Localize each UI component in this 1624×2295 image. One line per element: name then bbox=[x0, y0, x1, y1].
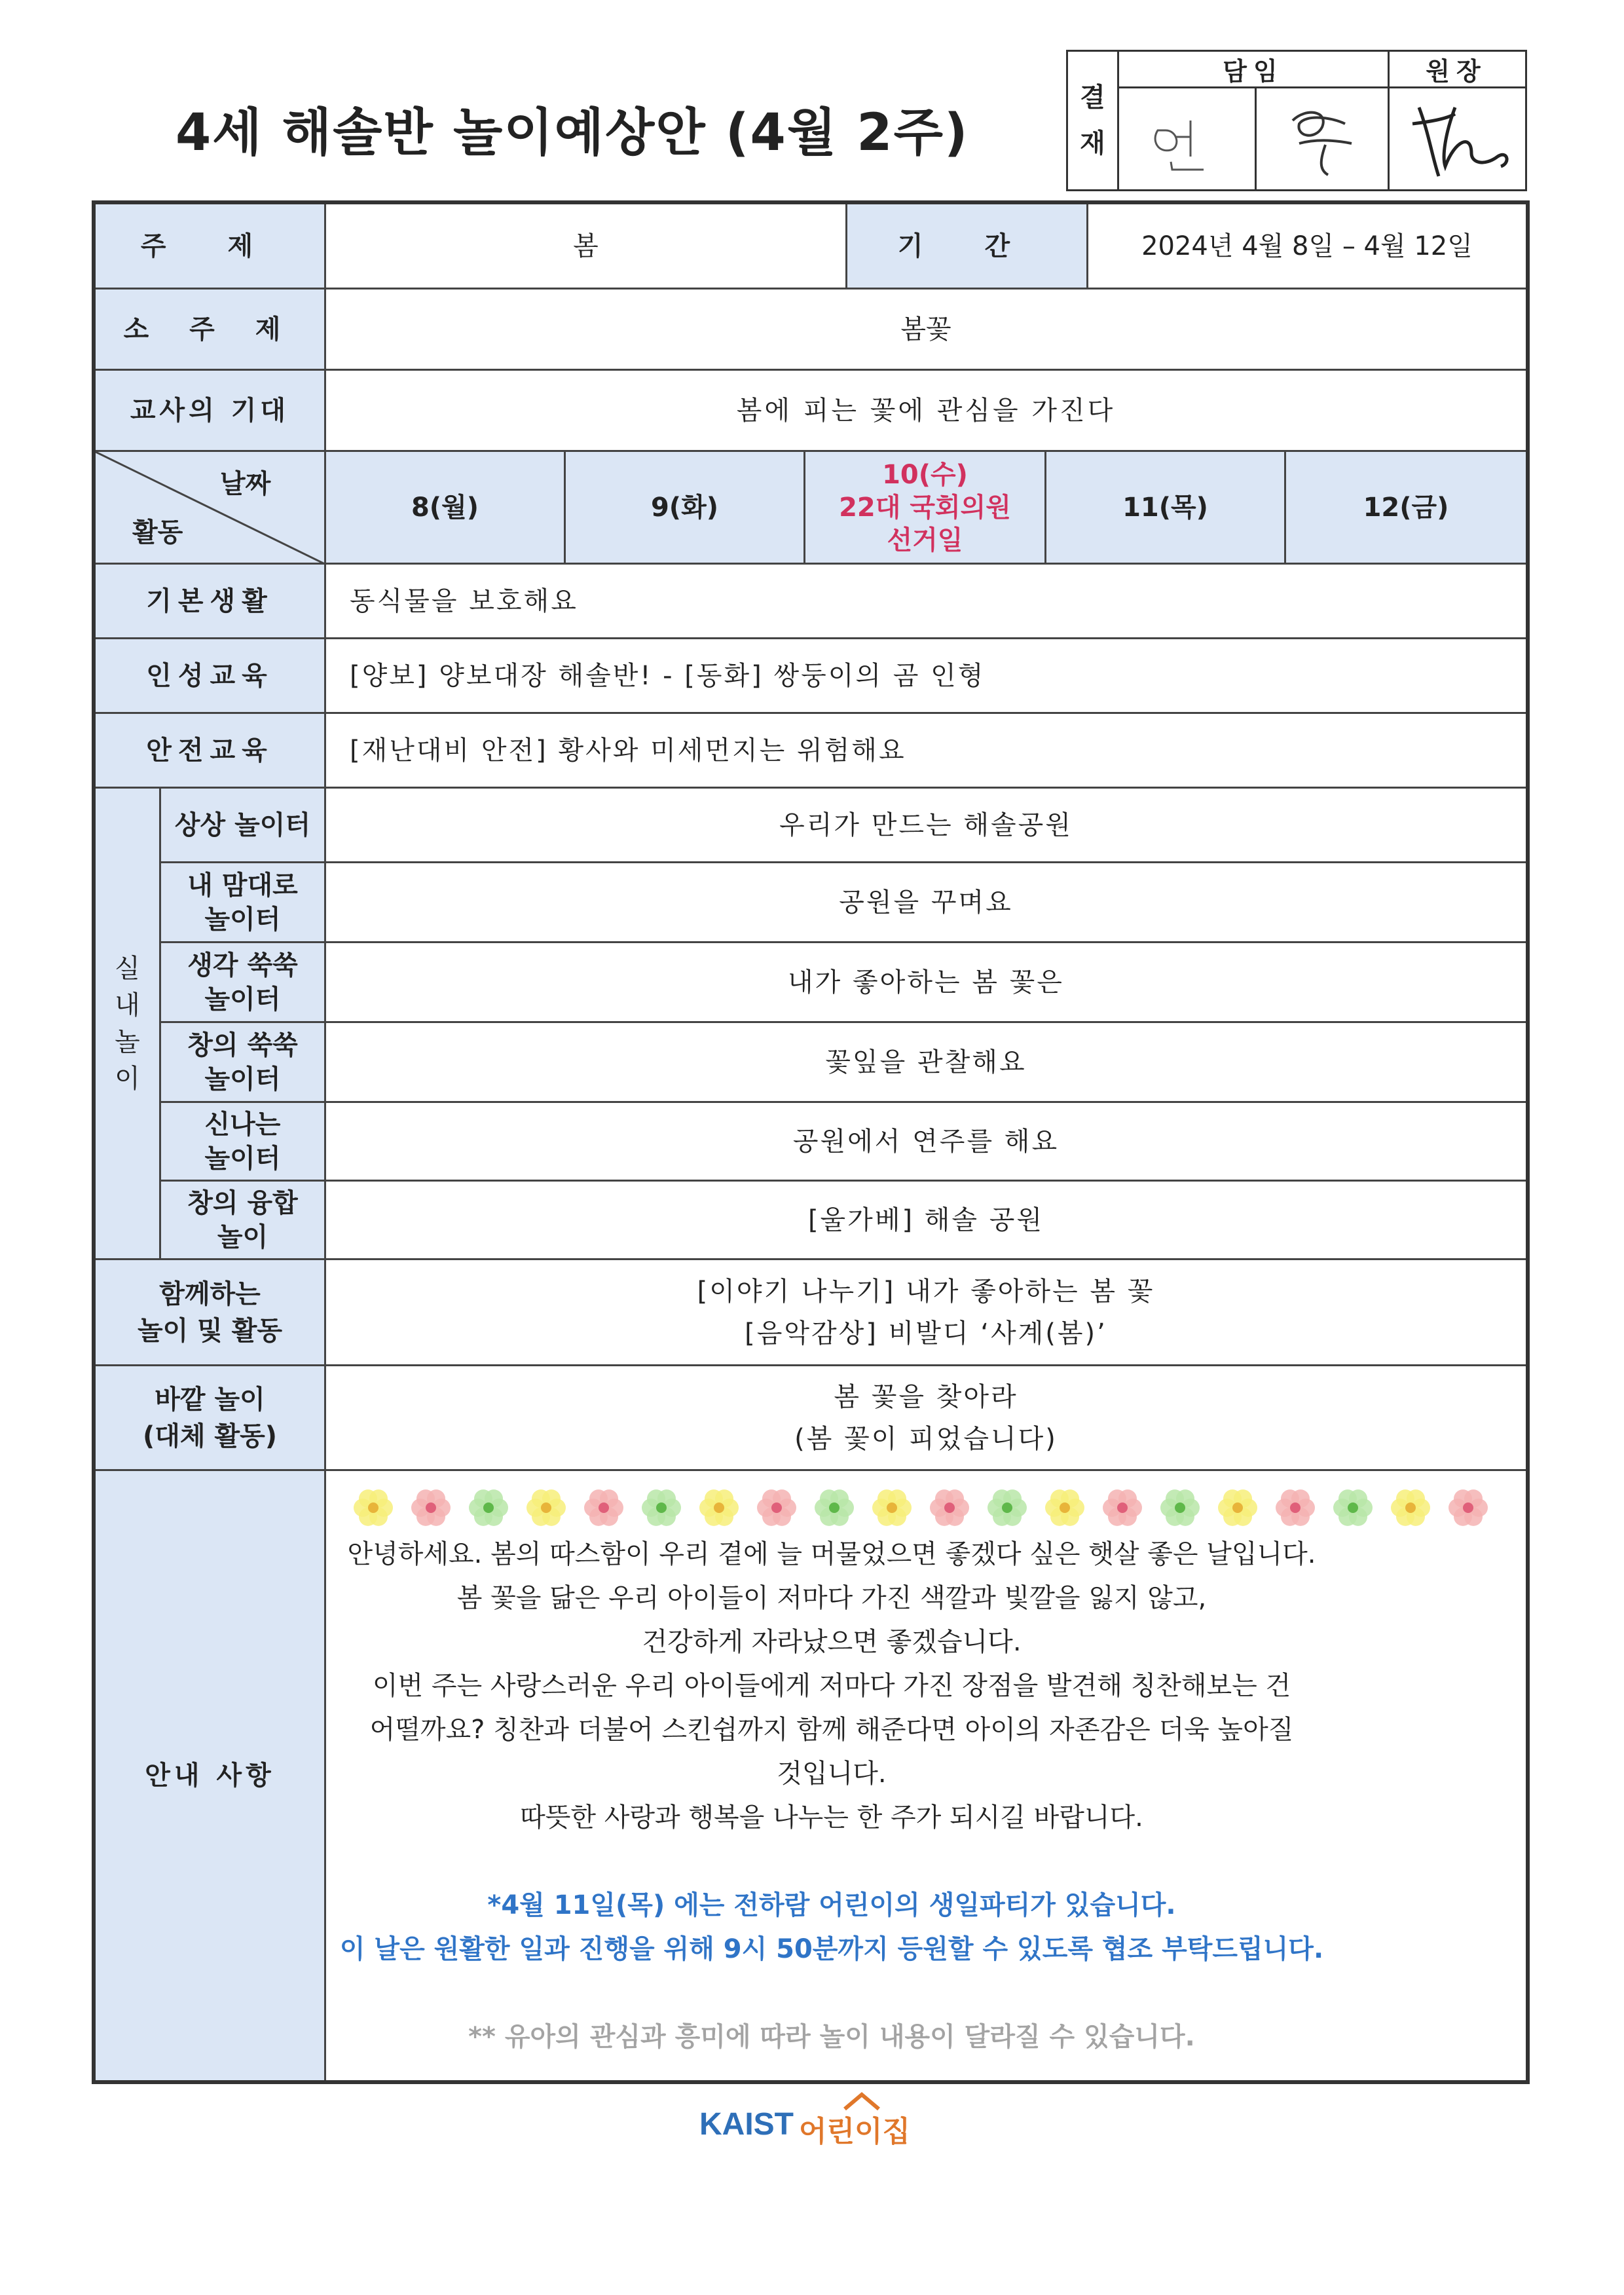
indoor-label-5 bbox=[161, 1103, 326, 1182]
indoor-char-4: 이 bbox=[115, 1063, 140, 1094]
notice-line-1: 안녕하세요. 봄의 따스함이 우리 곁에 늘 머물었으면 좋겠다 싶은 햇살 좋은 날입니다. bbox=[347, 1539, 1316, 1569]
day-thu: 11(목) bbox=[1046, 452, 1286, 565]
approval-label-bottom: 재 bbox=[1080, 128, 1105, 159]
outdoor-line-1: 봄 꽃을 찾아라 bbox=[834, 1381, 1018, 1412]
indoor-label-3b: 놀이터 bbox=[204, 984, 281, 1015]
day-mon: 8(월) bbox=[326, 452, 566, 565]
indoor-label-6b: 놀이 bbox=[217, 1222, 268, 1252]
signature-mark bbox=[1138, 104, 1236, 176]
flower-icon bbox=[1391, 1489, 1430, 1526]
outdoor-label-2: (대체 활동) bbox=[142, 1421, 278, 1451]
period-value: 2024년 4월 8일 – 4월 12일 bbox=[1088, 204, 1526, 289]
director-signature bbox=[1390, 88, 1527, 191]
flower-decoration-row bbox=[347, 1482, 1526, 1534]
holiday-line2: 선거일 bbox=[887, 525, 963, 555]
safety-edu-label: 안전교육 bbox=[96, 714, 326, 789]
date-label: 날짜 bbox=[220, 469, 271, 499]
approval-label bbox=[1068, 52, 1119, 189]
indoor-label-6 bbox=[161, 1182, 326, 1260]
notice-arrival: 이 날은 원활한 일과 진행을 위해 9시 50분까지 등원할 수 있도록 협조 부탁드립니다. bbox=[339, 1934, 1324, 1964]
date-activity-corner bbox=[96, 452, 326, 565]
indoor-char-2: 내 bbox=[115, 990, 140, 1020]
indoor-value-3: 내가 좋아하는 봄 꽃은 bbox=[326, 943, 1526, 1023]
notice-line-2: 봄 꽃을 닮은 우리 아이들이 저마다 가진 색깔과 빛깔을 잃지 않고, bbox=[456, 1583, 1207, 1613]
indoor-value-6: [울가베] 해솔 공원 bbox=[326, 1182, 1526, 1260]
flower-icon bbox=[987, 1489, 1027, 1526]
outdoor-value bbox=[326, 1366, 1526, 1471]
flower-icon bbox=[354, 1489, 393, 1526]
teacher-signature-2 bbox=[1257, 88, 1388, 191]
approval-director-header: 원장 bbox=[1388, 52, 1525, 88]
flower-icon bbox=[1218, 1489, 1257, 1526]
period-label: 기 간 bbox=[847, 204, 1088, 289]
notice-label: 안내 사항 bbox=[96, 1471, 326, 2080]
flower-icon bbox=[1449, 1489, 1488, 1526]
flower-icon bbox=[757, 1489, 796, 1526]
subtheme-label: 소 주 제 bbox=[96, 289, 326, 371]
indoor-label-2a: 내 맘대로 bbox=[187, 870, 298, 901]
notice-disclaimer: ** 유아의 관심과 흥미에 따라 놀이 내용이 달라질 수 있습니다. bbox=[468, 2022, 1195, 2052]
theme-value: 봄 bbox=[326, 204, 847, 289]
notice-text bbox=[229, 1533, 1434, 2059]
indoor-char-1: 실 bbox=[115, 953, 140, 984]
flower-icon bbox=[526, 1489, 566, 1526]
indoor-label-5b: 놀이터 bbox=[204, 1143, 281, 1174]
day-wed-date: 10(수) bbox=[882, 459, 968, 490]
together-label bbox=[96, 1260, 326, 1366]
flower-icon bbox=[872, 1489, 912, 1526]
holiday-line1: 22대 국회의원 bbox=[839, 492, 1011, 523]
indoor-label-4a: 창의 쑥쑥 bbox=[187, 1030, 298, 1060]
flower-icon bbox=[1276, 1489, 1315, 1526]
outdoor-label-1: 바깥 놀이 bbox=[155, 1384, 265, 1415]
indoor-play-group-label bbox=[96, 789, 161, 1260]
notice-line-7: 따뜻한 사랑과 행복을 나누는 한 주가 되시길 바랍니다. bbox=[520, 1802, 1143, 1833]
day-fri: 12(금) bbox=[1286, 452, 1526, 565]
together-value bbox=[326, 1260, 1526, 1366]
day-wed bbox=[805, 452, 1046, 565]
flower-icon bbox=[1103, 1489, 1142, 1526]
indoor-value-2: 공원을 꾸며요 bbox=[326, 863, 1526, 943]
indoor-char-3: 놀 bbox=[115, 1026, 140, 1057]
indoor-label-3a: 생각 쑥쑥 bbox=[187, 950, 298, 980]
flower-icon bbox=[469, 1489, 508, 1526]
flower-icon bbox=[584, 1489, 623, 1526]
subtheme-value: 봄꽃 bbox=[326, 289, 1526, 371]
roof-icon bbox=[842, 2092, 881, 2112]
notice-line-6: 것입니다. bbox=[777, 1759, 887, 1789]
indoor-label-1: 상상 놀이터 bbox=[161, 789, 326, 863]
approval-label-top: 결 bbox=[1080, 83, 1105, 113]
flower-icon bbox=[1160, 1489, 1200, 1526]
flower-icon bbox=[1045, 1489, 1084, 1526]
notice-line-4: 이번 주는 사랑스러운 우리 아이들에게 저마다 가진 장점을 발견해 칭찬해보는 건 bbox=[372, 1671, 1291, 1701]
notice-line-5: 어떨까요? 칭찬과 더불어 스킨쉽까지 함께 해준다면 아이의 자존감은 더욱 높아질 bbox=[369, 1715, 1294, 1745]
kaist-daycare-logo bbox=[699, 2101, 922, 2147]
teacher-expectation-label: 교사의 기대 bbox=[96, 371, 326, 452]
theme-label: 주 제 bbox=[96, 204, 326, 289]
character-edu-value: [양보] 양보대장 해솔반! - [동화] 쌍둥이의 곰 인형 bbox=[326, 639, 1526, 714]
approval-box bbox=[1066, 50, 1527, 191]
indoor-value-4: 꽃잎을 관찰해요 bbox=[326, 1023, 1526, 1103]
indoor-label-3 bbox=[161, 943, 326, 1023]
approval-teacher-header: 담임 bbox=[1119, 52, 1388, 88]
indoor-label-2b: 놀이터 bbox=[204, 904, 281, 935]
flower-icon bbox=[815, 1489, 854, 1526]
day-tue: 9(화) bbox=[566, 452, 805, 565]
diagonal-divider bbox=[96, 452, 326, 565]
flower-icon bbox=[1333, 1489, 1373, 1526]
safety-edu-value: [재난대비 안전] 황사와 미세먼지는 위험해요 bbox=[326, 714, 1526, 789]
basic-life-value: 동식물을 보호해요 bbox=[326, 565, 1526, 639]
flower-icon bbox=[699, 1489, 739, 1526]
indoor-value-1: 우리가 만드는 해솔공원 bbox=[326, 789, 1526, 863]
indoor-label-4b: 놀이터 bbox=[204, 1064, 281, 1094]
outdoor-label bbox=[96, 1366, 326, 1471]
teacher-signature-1 bbox=[1119, 88, 1255, 191]
notice-birthday: *4월 11일(목) 에는 전하람 어린이의 생일파티가 있습니다. bbox=[487, 1890, 1176, 1920]
indoor-label-4 bbox=[161, 1023, 326, 1103]
logo-kaist: KAIST bbox=[699, 2107, 794, 2142]
flower-icon bbox=[411, 1489, 451, 1526]
indoor-label-2 bbox=[161, 863, 326, 943]
outdoor-line-2: (봄 꽃이 피었습니다) bbox=[794, 1423, 1058, 1454]
indoor-label-6a: 창의 융합 bbox=[187, 1187, 298, 1218]
together-line-2: [음악감상] 비발디 ‘사계(봄)’ bbox=[745, 1318, 1107, 1349]
together-line-1: [이야기 나누기] 내가 좋아하는 봄 꽃 bbox=[697, 1276, 1155, 1307]
together-label-2: 놀이 및 활동 bbox=[137, 1315, 283, 1346]
logo-daycare: 어린이집 bbox=[799, 2115, 911, 2148]
indoor-label-5a: 신나는 bbox=[204, 1109, 281, 1140]
basic-life-label: 기본생활 bbox=[96, 565, 326, 639]
activity-label: 활동 bbox=[132, 517, 183, 548]
signature-mark bbox=[1273, 98, 1371, 183]
page-title: 4세 해솔반 놀이예상안 (4월 2주) bbox=[175, 103, 969, 162]
flower-icon bbox=[642, 1489, 681, 1526]
signature-mark bbox=[1393, 94, 1524, 186]
indoor-value-5: 공원에서 연주를 해요 bbox=[326, 1103, 1526, 1182]
together-label-1: 함께하는 bbox=[159, 1278, 261, 1309]
notice-line-3: 건강하게 자라났으면 좋겠습니다. bbox=[642, 1627, 1022, 1657]
flower-icon bbox=[930, 1489, 969, 1526]
character-edu-label: 인성교육 bbox=[96, 639, 326, 714]
teacher-expectation-value: 봄에 피는 꽃에 관심을 가진다 bbox=[326, 371, 1526, 452]
